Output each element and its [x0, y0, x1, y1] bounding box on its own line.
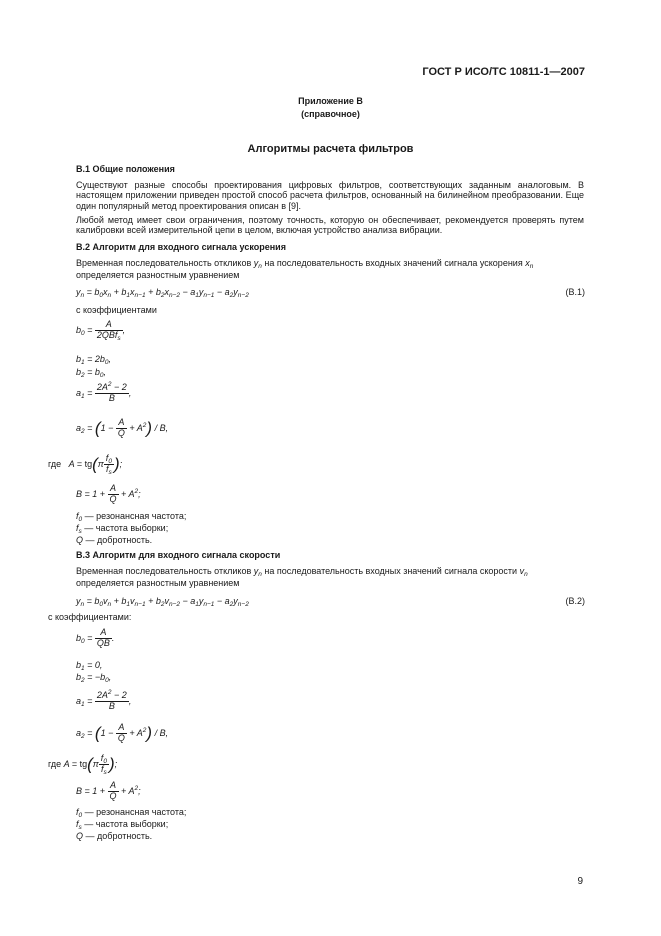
formula-b1: $b_1 = 2b_0$, [76, 354, 112, 366]
section-b2-heading: В.2 Алгоритм для входного сигнала ускорения [76, 242, 286, 252]
section-b3-heading: В.3 Алгоритм для входного сигнала скорости [76, 550, 281, 560]
formula-b0: $b_0$ = $\frac{A}{2QBf_s}$ , [76, 319, 126, 342]
equation-b2-number: (В.2) [565, 596, 585, 606]
formula-b2: $b_2 = b_0$, [76, 367, 107, 379]
section-b2-intro-line2: определяется разностным уравнением [76, 270, 240, 280]
definition-f0: $f_0$ — резонансная частота; [76, 511, 187, 523]
definition-fs-v: $f_s$ — частота выборки; [76, 819, 169, 831]
section-b3-intro-line1: Временная последовательность откликов $y_n$ на последовательность входных значений сигнала скорости $v_n$ [76, 566, 528, 578]
formula-A: где A = tg(π $\frac{f_0}{f_s}$ ); [48, 453, 123, 476]
formula-b2-v: $b_2 = -b_0$, [76, 672, 112, 684]
document-title: Алгоритмы расчета фильтров [247, 143, 414, 155]
formula-a1: $a_1$ = $\frac{2A^2 - 2}{B}$ , [76, 381, 132, 403]
equation-b2: $y_n = b_0v_n + b_1v_{n-1} + b_2v_{n-2} - a_1y_{n-1} - a_2y_{n-2}$ [76, 596, 249, 608]
formula-a2-v: $a_2 = (1$ − $\frac{A}{Q}$ + $A^2$) / B, [76, 722, 169, 743]
standard-id: ГОСТ Р ИСО/ТС 10811-1—2007 [422, 66, 585, 78]
appendix-subtitle: (справочное) [301, 109, 360, 119]
formula-b0-v: $b_0$ = $\frac{A}{QB}$ . [76, 627, 115, 648]
equation-b1: $y_n = b_0x_n + b_1x_{n-1} + b_2x_{n-2} - a_1y_{n-1} - a_2y_{n-2}$ [76, 287, 249, 299]
section-b1-paragraph-1: Существуют разные способы проектирования цифровых фильтров, соответствующих заданным аналоговым. В настоящем приложении приведен простой способ расчета фильтров, основанный на билинейном преобразовании. Еще один популярный метод проектирования описан в [9]. [76, 180, 584, 211]
appendix-title: Приложение В [298, 96, 363, 106]
section-b2-intro-line1: Временная последовательность откликов $y_n$ на последовательность входных значений сигнала ускорения $x_n$ [76, 258, 534, 270]
definition-fs: $f_s$ — частота выборки; [76, 523, 169, 535]
section-b3-coef-label: с коэффициентами: [48, 612, 132, 622]
formula-A-v: где A = tg(π $\frac{f_0}{f_s}$ ); [48, 753, 118, 776]
definition-Q: Q — добротность. [76, 535, 153, 545]
formula-B: B = 1 + $\frac{A}{Q}$ + $A^2$; [76, 483, 141, 504]
section-b1-heading: В.1 Общие положения [76, 164, 175, 174]
formula-a1-v: $a_1$ = $\frac{2A^2 - 2}{B}$ , [76, 689, 132, 711]
page-number: 9 [577, 876, 583, 887]
formula-B-v: B = 1 + $\frac{A}{Q}$ + $A^2$; [76, 780, 141, 801]
formula-b1-v: $b_1 = 0$, [76, 660, 103, 672]
section-b1-paragraph-2: Любой метод имеет свои ограничения, поэтому точность, которую он обеспечивает, рекомендуется проверять путем калибровки всей измерительной цепи в целом, включая устройство анализа вибрации. [76, 215, 584, 236]
definition-f0-v: $f_0$ — резонансная частота; [76, 807, 187, 819]
equation-b1-number: (В.1) [565, 287, 585, 297]
section-b2-coef-label: с коэффициентами [76, 305, 157, 315]
section-b3-intro-line2: определяется разностным уравнением [76, 578, 240, 588]
formula-a2: $a_2 = (1$ − $\frac{A}{Q}$ + $A^2$) / B, [76, 417, 169, 438]
definition-Q-v: Q — добротность. [76, 831, 153, 841]
